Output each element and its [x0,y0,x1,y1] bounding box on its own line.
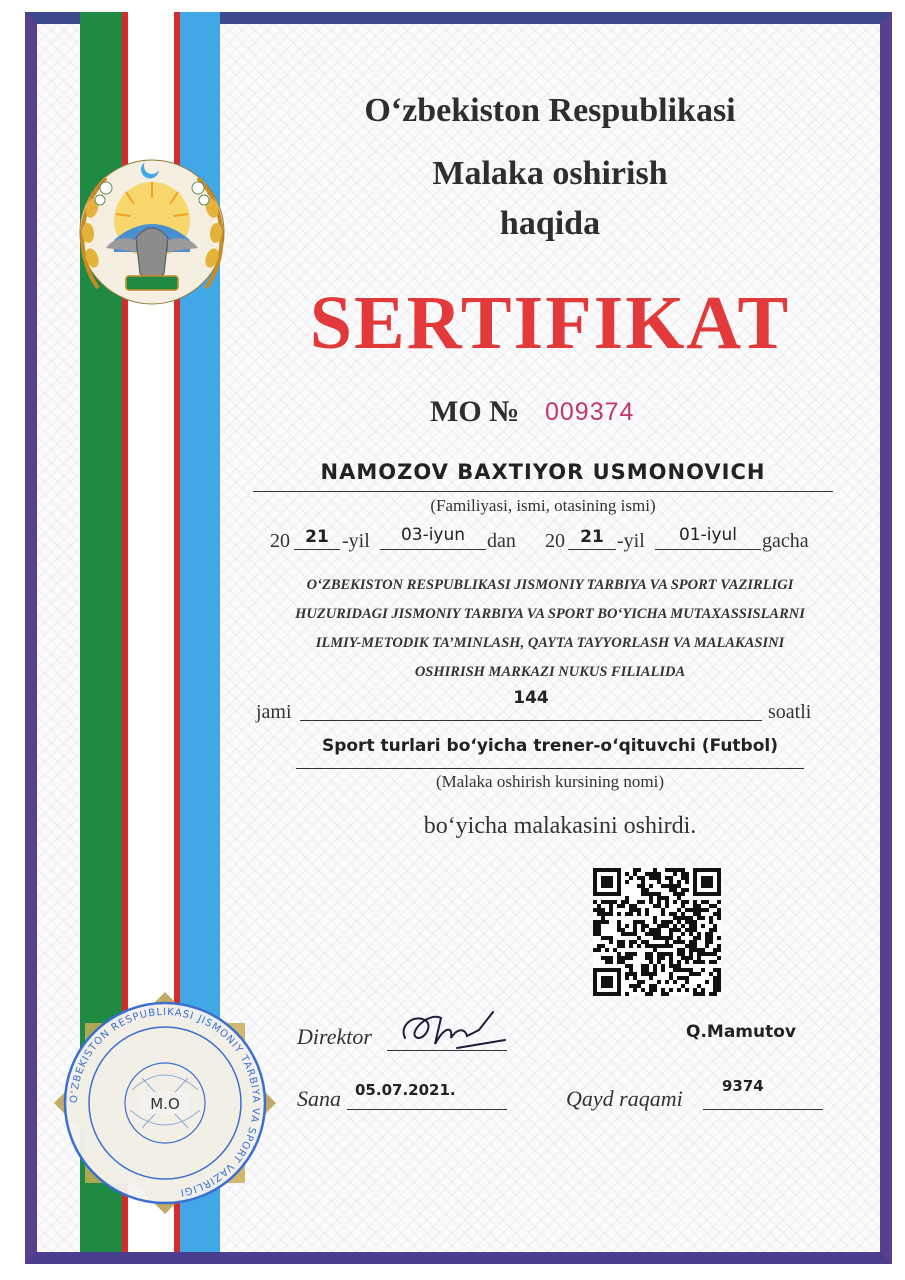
certificate-title: SERTIFIKAT [309,281,791,365]
organization-line: O‘ZBEKISTON RESPUBLIKASI JISMONIY TARBIYA VA SPORT VAZIRLIGI [306,577,794,593]
completion-text: bo‘yicha malakasini oshirdi. [423,813,697,839]
stamp-center-text: M.O [150,1095,180,1113]
dan-label: dan [487,530,516,552]
holder-name: NAMOZOV BAXTIYOR USMONOVICH [320,460,766,484]
registration-underline [703,1109,823,1110]
jami-label: jami [256,701,292,723]
to-date-underline [655,549,761,550]
registration-label: Qayd raqami [566,1086,683,1111]
from-date-underline [380,549,486,550]
director-label: Direktor [297,1024,372,1049]
from-year-value: 21 [305,527,329,547]
stamp-ring-text: O‘ZBEKISTON RESPUBLIKASI JISMONIY TARBIYA VA SPORT VAZIRLIGI [68,1006,262,1198]
signature-icon [395,1004,513,1056]
subtitle-line2: haqida [499,205,601,242]
hours-underline [300,720,762,721]
country-title: O‘zbekiston Respublikasi [364,92,736,129]
from-date-value: 03-iyun [400,525,466,545]
organization-line: OSHIRISH MARKAZI NUKUS FILIALIDA [414,664,686,680]
organization-line: HUZURIDAGI JISMONIY TARBIYA VA SPORT BO‘YICHA MUTAXASSISLARNI [295,606,805,622]
registration-value: 9374 [722,1077,764,1095]
name-caption: (Familiyasi, ismi, otasining ismi) [430,496,656,515]
yil-label: -yil [617,530,645,552]
course-underline [296,768,804,769]
to-year-value: 21 [580,527,604,547]
course-caption: (Malaka oshirish kursining nomi) [435,772,665,791]
soatli-label: soatli [768,701,812,723]
certificate-number-prefix: MO № [430,395,520,428]
to-date-value: 01-iyul [678,525,738,545]
qr-code-icon [593,868,721,996]
gacha-label: gacha [762,530,809,552]
to-year-underline [568,549,616,550]
from-year-prefix: 20 [270,530,290,552]
course-name: Sport turlari bo‘yicha trener-o‘qituvchi (Futbol) [321,736,779,756]
hours-value: 144 [513,688,549,708]
to-year-prefix: 20 [545,530,565,552]
name-underline [253,491,833,492]
official-stamp [52,990,278,1216]
director-name: Q.Mamutov [686,1022,797,1042]
stamp-icon [52,990,278,1216]
state-emblem-icon [76,148,228,308]
subtitle-line1: Malaka oshirish [432,155,668,192]
date-value: 05.07.2021. [355,1081,456,1099]
yil-label: -yil [342,530,370,552]
organization-line: ILMIY-METODIK TA’MINLASH, QAYTA TAYYORLASH VA MALAKASINI [315,635,785,651]
date-underline [347,1109,507,1110]
date-label: Sana [297,1086,341,1111]
from-year-underline [294,549,340,550]
certificate-number: 009374 [545,398,635,426]
